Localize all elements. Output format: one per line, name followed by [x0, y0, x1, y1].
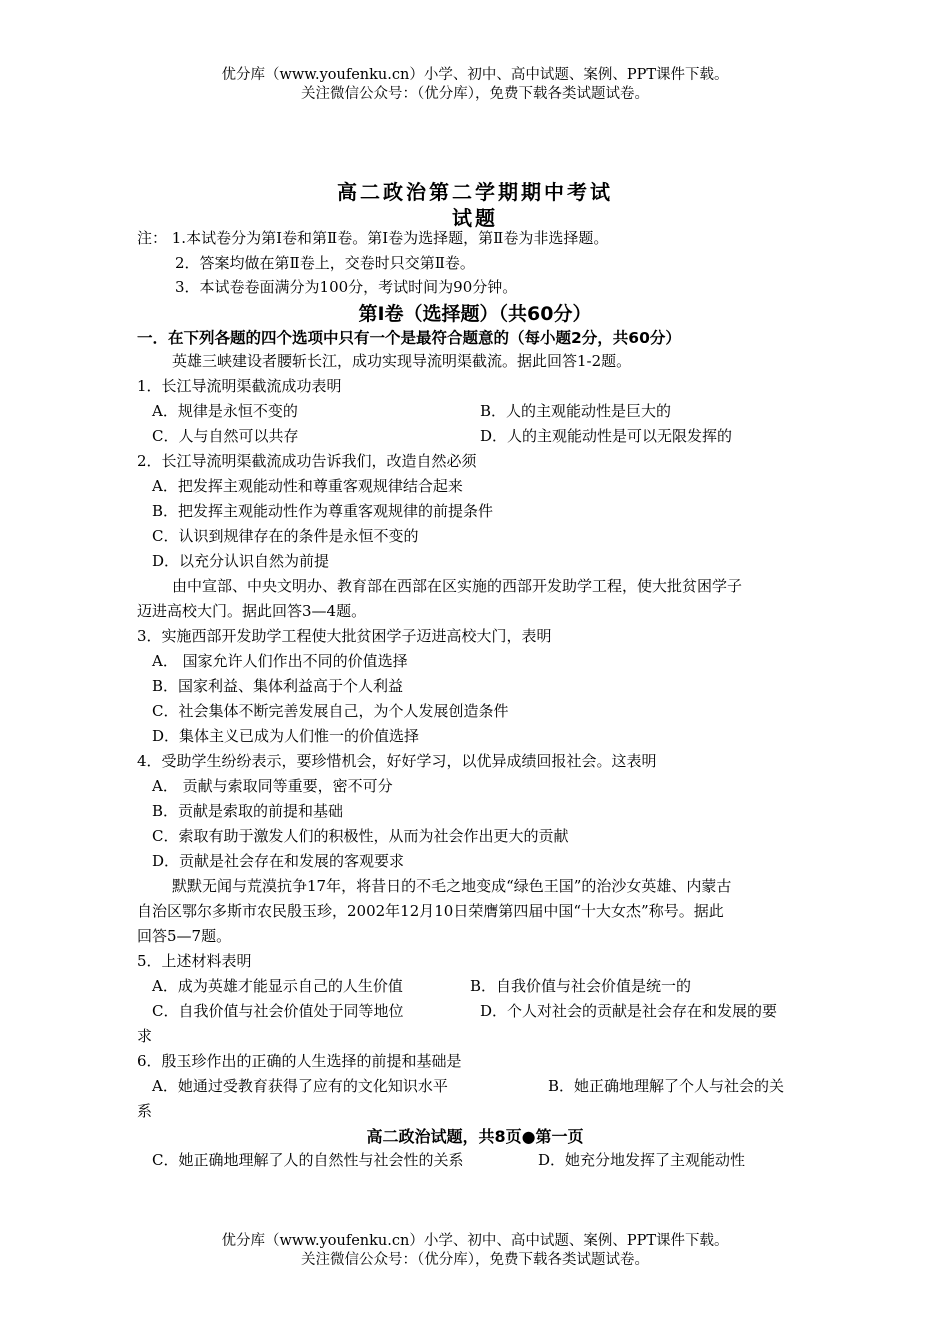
note-1: 注： 1.本试卷分为第Ⅰ卷和第Ⅱ卷。第Ⅰ卷为选择题，第Ⅱ卷为非选择题。 [137, 229, 609, 247]
q5-stem: 5．上述材料表明 [137, 952, 252, 970]
q3-option-c: C．社会集体不断完善发展自己，为个人发展创造条件 [152, 702, 509, 720]
q3-option-b: B．国家利益、集体利益高于个人利益 [152, 677, 404, 695]
q6-option-b-wrap: 系 [137, 1102, 153, 1120]
header-line-2: 关注微信公众号：（优分库），免费下载各类试题试卷。 [301, 86, 649, 102]
note-3: 3．本试卷卷面满分为100分，考试时间为90分钟。 [175, 278, 518, 296]
q1-stem: 1．长江导流明渠截流成功表明 [137, 377, 342, 395]
q6-option-c: C．她正确地理解了人的自然性与社会性的关系 [152, 1151, 464, 1169]
q2-stem: 2．长江导流明渠截流成功告诉我们，改造自然必须 [137, 452, 477, 470]
footer-line-1: 优分库（www.youfenku.cn）小学、初中、高中试题、案例、PPT课件下载。 [221, 1233, 729, 1249]
exam-title: 高二政治第二学期期中考试 [337, 180, 613, 204]
q1-option-d: D．人的主观能动性是可以无限发挥的 [480, 427, 733, 445]
q6-option-a: A．她通过受教育获得了应有的文化知识水平 [152, 1077, 448, 1095]
q2-option-c: C．认识到规律存在的条件是永恒不变的 [152, 527, 419, 545]
q2-option-a: A．把发挥主观能动性和尊重客观规律结合起来 [152, 477, 463, 495]
q5-option-b: B．自我价值与社会价值是统一的 [470, 977, 692, 995]
q5-option-c: C．自我价值与社会价值处于同等地位 [152, 1002, 404, 1020]
exam-subtitle: 试题 [452, 206, 498, 230]
q1-option-b: B．人的主观能动性是巨大的 [480, 402, 672, 420]
section1-title: 一．在下列各题的四个选项中只有一个是最符合题意的（每小题2分，共60分） [137, 329, 681, 347]
q4-option-c: C．索取有助于激发人们的积极性，从而为社会作出更大的贡献 [152, 827, 569, 845]
material-2-line-1: 由中宣部、中央文明办、教育部在西部在区实施的西部开发助学工程，使大批贫困学子 [172, 577, 743, 595]
material-3-line-2: 自治区鄂尔多斯市农民殷玉珍，2002年12月10日荣膺第四届中国“十大女杰”称号。据此 [137, 902, 724, 920]
q5-option-d: D．个人对社会的贡献是社会存在和发展的要 [480, 1002, 778, 1020]
note-2: 2．答案均做在第Ⅱ卷上，交卷时只交第Ⅱ卷。 [175, 254, 475, 272]
q2-option-b: B．把发挥主观能动性作为尊重客观规律的前提条件 [152, 502, 494, 520]
q4-option-d: D．贡献是社会存在和发展的客观要求 [152, 852, 405, 870]
material-3-line-3: 回答5—7题。 [137, 927, 232, 945]
q4-option-a: A． 贡献与索取同等重要，密不可分 [152, 777, 393, 795]
material-2-line-2: 迈进高校大门。据此回答3—4题。 [137, 602, 367, 620]
q4-stem: 4．受助学生纷纷表示，要珍惜机会，好好学习，以优异成绩回报社会。这表明 [137, 752, 657, 770]
footer-line-2: 关注微信公众号：（优分库），免费下载各类试题试卷。 [301, 1252, 649, 1268]
material-3-line-1: 默默无闻与荒漠抗争17年，将昔日的不毛之地变成“绿色王国”的治沙女英雄、内蒙古 [172, 877, 732, 895]
q6-stem: 6．殷玉珍作出的正确的人生选择的前提和基础是 [137, 1052, 462, 1070]
q4-option-b: B．贡献是索取的前提和基础 [152, 802, 344, 820]
q3-option-a: A． 国家允许人们作出不同的价值选择 [152, 652, 408, 670]
q1-option-c: C．人与自然可以共存 [152, 427, 299, 445]
q1-option-a: A．规律是永恒不变的 [152, 402, 298, 420]
q5-option-d-wrap: 求 [137, 1027, 153, 1045]
q3-stem: 3．实施西部开发助学工程使大批贫困学子迈进高校大门，表明 [137, 627, 552, 645]
q3-option-d: D．集体主义已成为人们惟一的价值选择 [152, 727, 420, 745]
q6-option-b: B．她正确地理解了个人与社会的关 [548, 1077, 785, 1095]
q6-option-d: D．她充分地发挥了主观能动性 [538, 1151, 746, 1169]
q2-option-d: D．以充分认识自然为前提 [152, 552, 330, 570]
q5-option-a: A．成为英雄才能显示自己的人生价值 [152, 977, 403, 995]
page-number-footer: 高二政治试题，共8页●第一页 [366, 1127, 584, 1146]
header-line-1: 优分库（www.youfenku.cn）小学、初中、高中试题、案例、PPT课件下载。 [221, 67, 729, 83]
material-1: 英雄三峡建设者腰斩长江，成功实现导流明渠截流。据此回答1-2题。 [172, 352, 632, 370]
part1-title: 第Ⅰ卷（选择题）（共60分） [358, 303, 592, 325]
